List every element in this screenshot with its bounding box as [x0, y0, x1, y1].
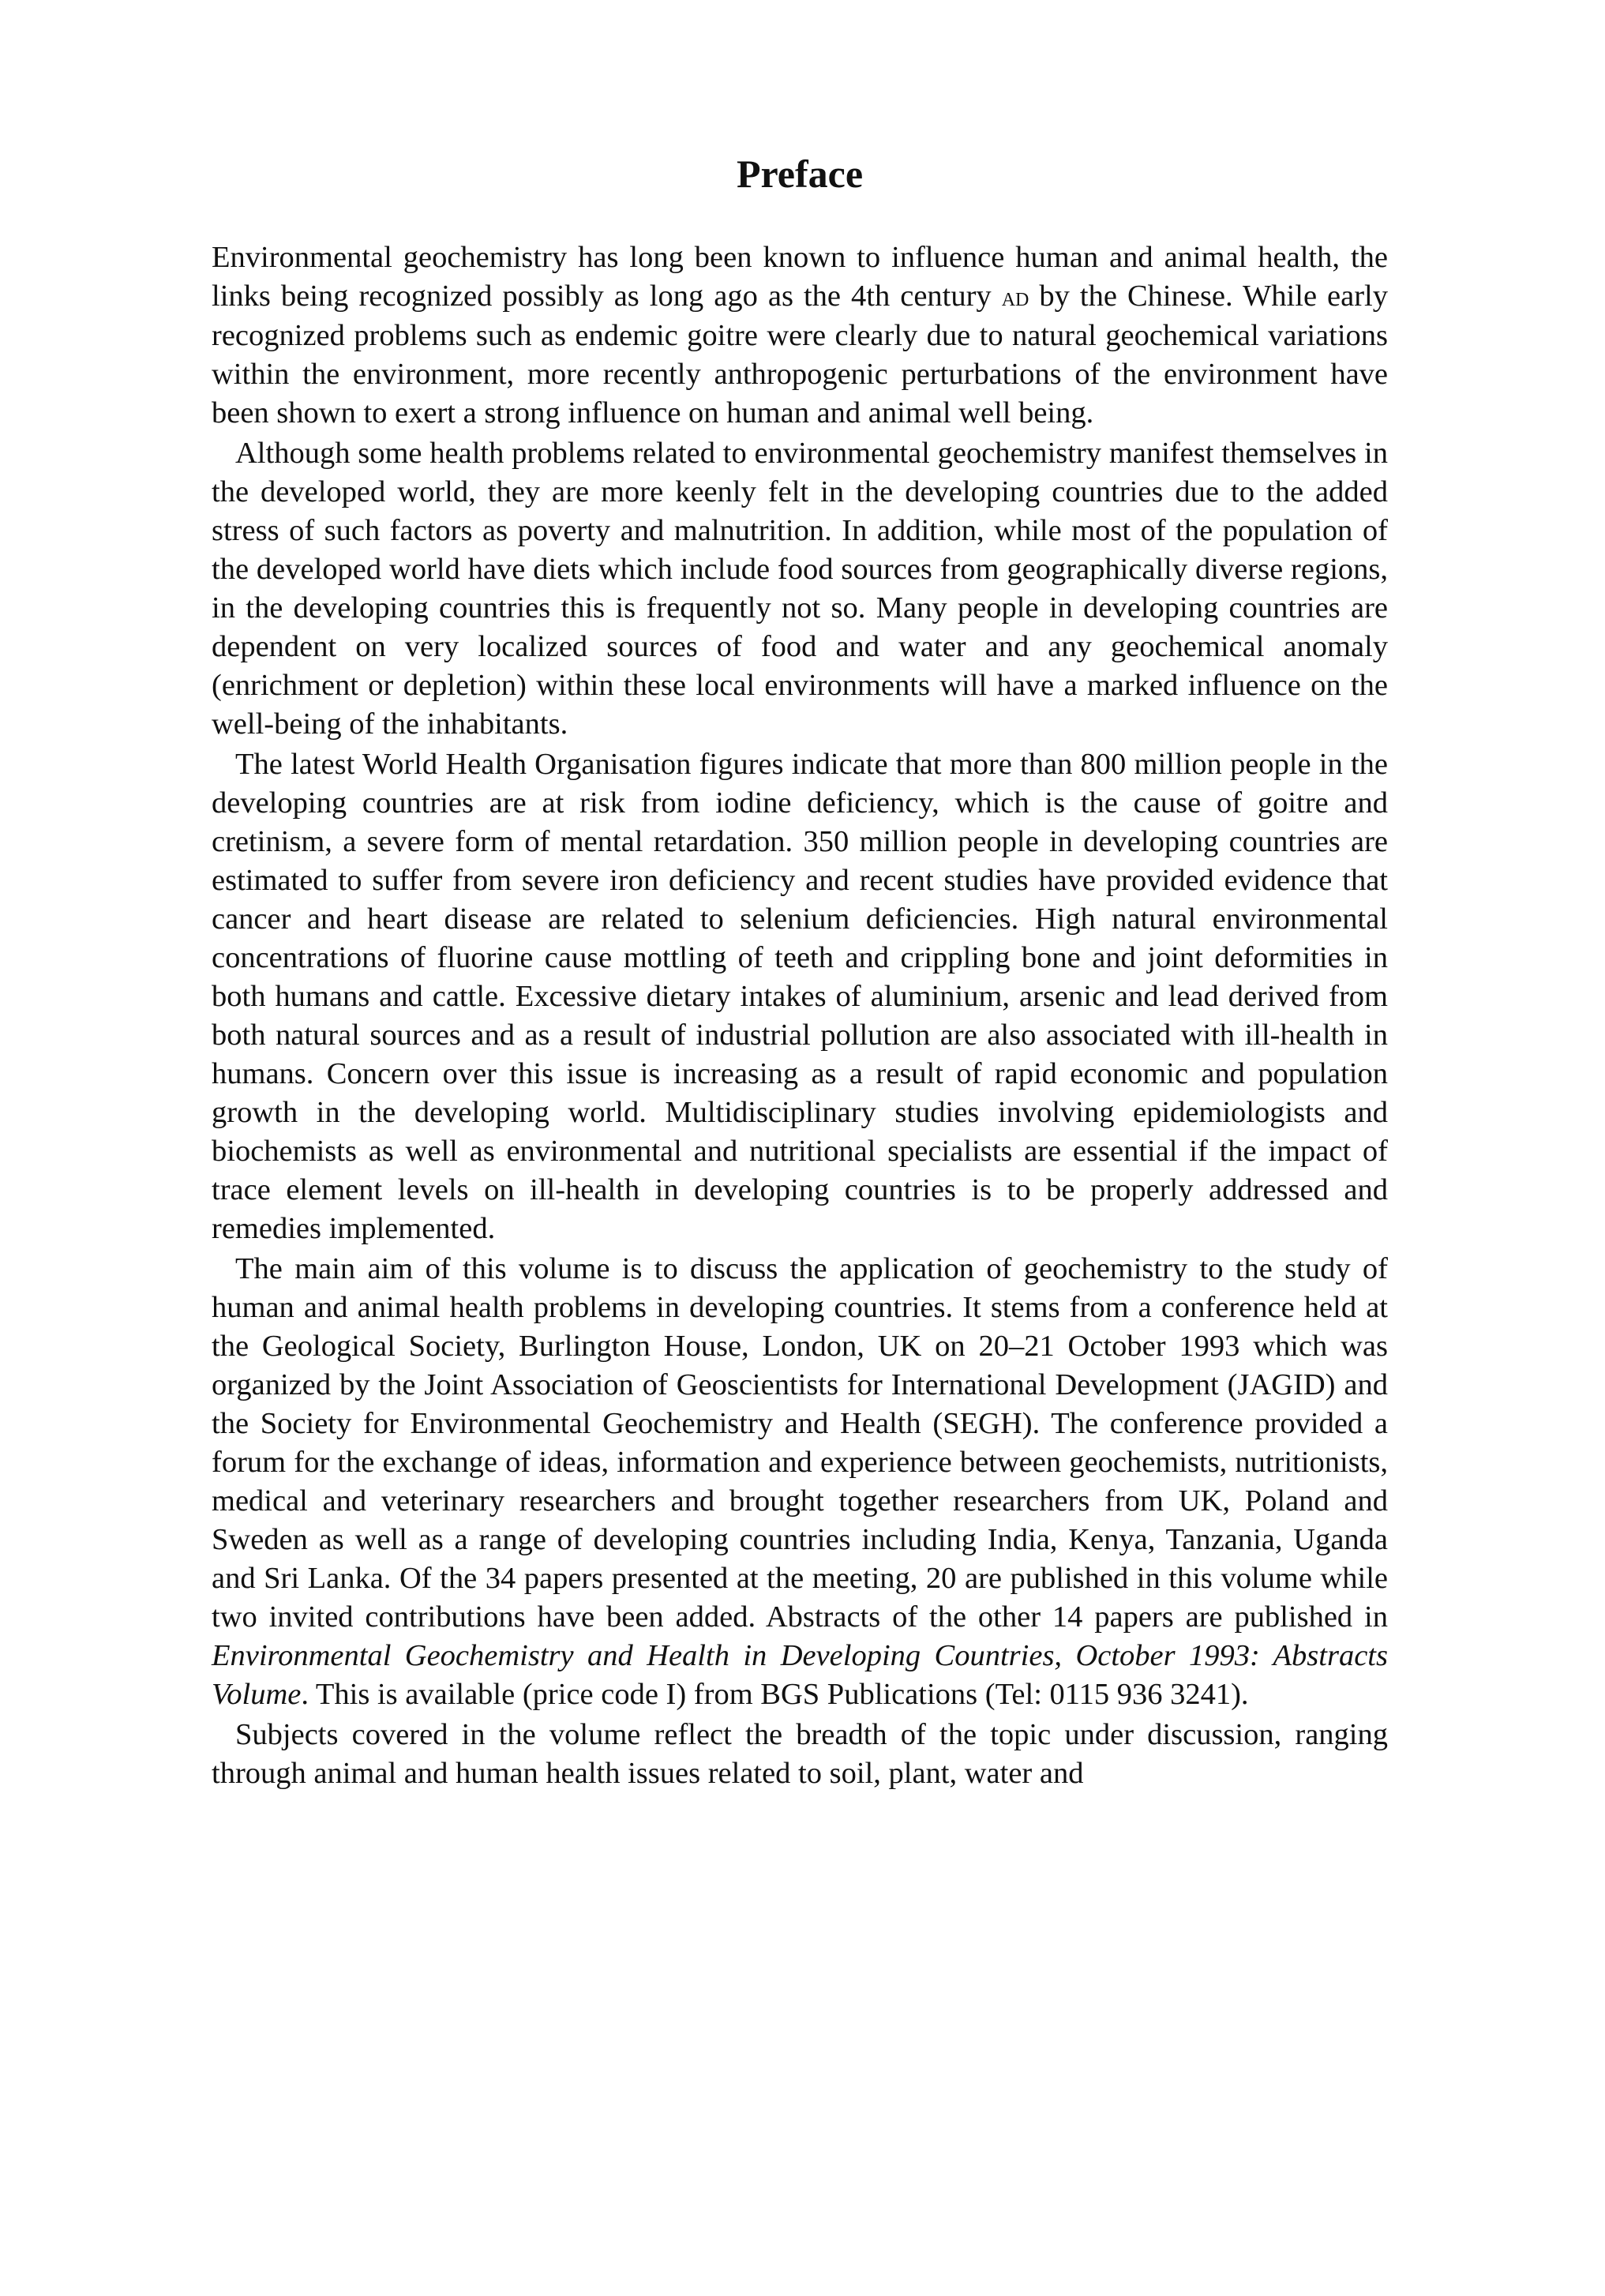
era-abbreviation: ad: [1001, 283, 1029, 312]
paragraph-1-text-a: Environmental geochemistry has long been known to influence human and animal health, the links being recognized possibly as long ago as the 4th century: [212, 241, 1388, 313]
paragraph-1: [212, 238, 1388, 433]
paragraph-2: Although some health problems related to environmental geochemistry manifest themselves in the developed world, they are more keenly felt in the developing countries due to the added stress of such factors as poverty and malnutrition. In addition, while most of the population of the developed world have diets which include food sources from geographically diverse regions, in the developing countries this is frequently not so. Many people in developing countries are dependent on very localized sources of food and water and any geochemical anomaly (enrichment or depletion) within these local environments will have a marked influence on the well-being of the inhabitants.: [212, 437, 1388, 741]
paragraph-4-text-a: The main aim of this volume is to discuss the application of geochemistry to the study of human and animal health problems in developing countries. It stems from a conference held at the Geological Society, Burlington House, London, UK on 20–21 October 1993 which was organized by the Joint Association of Geoscientists for International Development (JAGID) and the Society for Environmental Geochemistry and Health (SEGH). The conference provided a forum for the exchange of ideas, information and experience between geochemists, nutritionists, medical and veterinary researchers and brought together researchers from UK, Poland and Sweden as well as a range of developing countries including India, Kenya, Tanzania, Uganda and Sri Lanka. Of the 34 papers presented at the meeting, 20 are published in this volume while two invited contributions have been added. Abstracts of the other 14 papers are published in: [212, 1252, 1388, 1634]
paragraph-1-text-b: by the Chinese. While early recognized problems such as endemic goitre were clearly due to natural geochemical variations within the environment, more recently anthropogenic perturbations of the environment have been shown to exert a strong influence on human and animal well being.: [212, 279, 1388, 430]
paragraph-5: Subjects covered in the volume reflect the breadth of the topic under discussion, ranging through animal and human health issues related to soil, plant, water and: [212, 1718, 1388, 1790]
abstracts-volume-title: Environmental Geochemistry and Health in Developing Countries, October 1993: Abstracts Volume: [212, 1639, 1388, 1711]
paragraph-3: The latest World Health Organisation figures indicate that more than 800 million people in the developing countries are at risk from iodine deficiency, which is the cause of goitre and cretinism, a severe form of mental retardation. 350 million people in developing countries are estimated to suffer from severe iron deficiency and recent studies have provided evidence that cancer and heart disease are related to selenium deficiencies. High natural environmental concentrations of fluorine cause mottling of teeth and crippling bone and joint deformities in both humans and cattle. Excessive dietary intakes of aluminium, arsenic and lead derived from both natural sources and as a result of industrial pollution are also associated with ill-health in humans. Concern over this issue is increasing as a result of rapid economic and population growth in the developing world. Multidisciplinary studies involving epidemiologists and biochemists as well as environmental and nutritional specialists are essential if the impact of trace element levels on ill-health in developing countries is to be properly addressed and remedies implemented.: [212, 748, 1388, 1245]
page: [212, 150, 1388, 1795]
page-title: Preface: [736, 152, 864, 196]
paragraph-4: [212, 1250, 1388, 1714]
paragraph-4-text-b: . This is available (price code I) from BGS Publications (Tel: 0115 936 3241).: [301, 1678, 1249, 1711]
